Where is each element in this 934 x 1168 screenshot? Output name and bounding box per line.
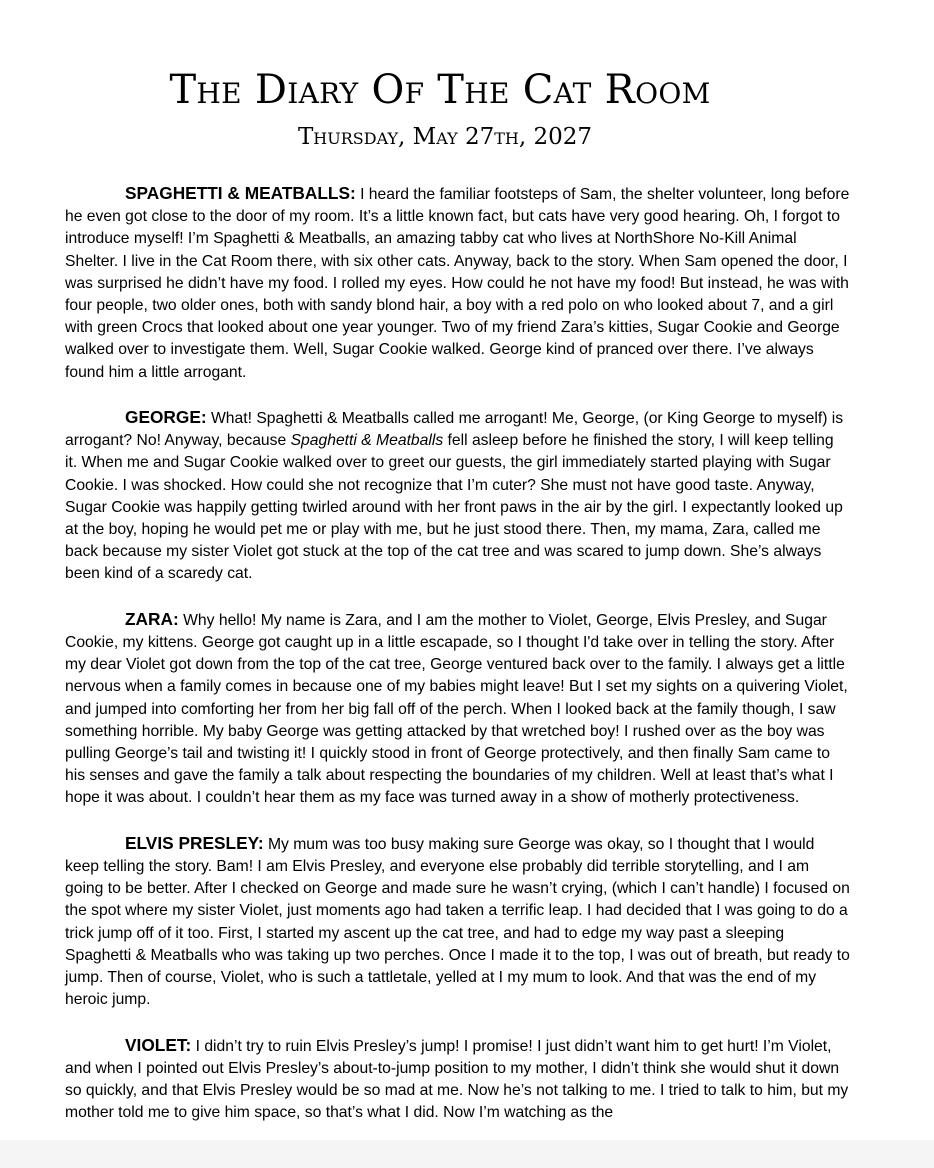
diary-entry: [65, 832, 850, 1012]
entry-text: I didn’t try to ruin Elvis Presley’s jump! I promise! I just didn’t want him to get hurt! I’m Violet, and when I pointed out Elvis Presley’s about-to-jump position to my mother, I didn’t think she would shut it down so quickly, and that Elvis Presley would be so mad at me. Now he’s not talking to me. I tried to talk to him, but my mother told me to give him space, so that’s what I did. Now I’m watching as the: [65, 1037, 849, 1122]
entry-text: What! Spaghetti & Meatballs called me arrogant! Me, George, (or King George to myself) is arrogant? No! Anyway, because: [65, 410, 844, 450]
diary-entry: [65, 406, 850, 586]
speaker-name: ZARA:: [125, 608, 179, 629]
speaker-name: GEORGE:: [125, 407, 207, 428]
diary-entry: [65, 182, 850, 384]
speaker-name: ELVIS PRESLEY:: [125, 832, 264, 853]
speaker-name: SPAGHETTI & MEATBALLS:: [125, 183, 356, 203]
entry-text: My mum was too busy making sure George was okay, so I thought that I would keep telling the story. Bam! I am Elvis Presley, and everyone else probably did terrible storytelling, and I am going to be better. After I checked on George and made sure he wasn’t crying, (which I can’t handle) I focused on the spot where my sister Violet, just moments ago had taken a terrific leap. I had decided that I was going to do a trick jump off of it too. First, I started my ascent up the cat tree, and had to edge my way past a sleeping Spaghetti & Meatballs who was taking up two perches. Once I made it to the top, I was out of breath, but ready to jump. Then of course, Violet, who is such a tattletale, yelled at I my mum to look. And that was the end of my heroic jump.: [65, 835, 850, 1009]
page-bottom-edge: [0, 1140, 934, 1168]
document-title: The Diary Of The Cat Room: [169, 67, 711, 113]
entry-text-italic: Spaghetti & Meatballs: [290, 432, 444, 450]
diary-entry: [65, 1034, 850, 1125]
entry-text: I heard the familiar footsteps of Sam, the shelter volunteer, long before he even got close to the door of my room. It’s a little known fact, but cats have very good hearing. Oh, I forgot to introduce myself! I’m Spaghetti & Meatballs, an amazing tabby cat who lives at NorthShore No-Kill Animal Shelter. I live in the Cat Room there, with six other cats. Anyway, back to the story. When Sam opened the door, I was surprised he didn’t have my food. I rolled my eyes. How could he not have my food! But instead, he was with four people, two older ones, both with sandy blond hair, a boy with a red polo on who looked about 7, and a girl with green Crocs that looked about one year younger. Two of my friend Zara’s kitties, Sugar Cookie and George walked over to investigate them. Well, Sugar Cookie walked. George kind of pranced over there. I’ve always found him a little arrogant.: [65, 186, 850, 381]
document-body: [65, 182, 850, 1140]
document-date: Thursday, May 27th, 2027: [297, 124, 593, 150]
entry-text: Why hello! My name is Zara, and I am the mother to Violet, George, Elvis Presley, and Sugar Cookie, my kittens. George got caught up in a little escapade, so I thought I'd take over in telling the story. After my dear Violet got down from the top of the cat tree, George ventured back over to the family. I always get a little nervous when a family comes in because one of my babies might leave! But I set my sights on a quivering Violet, and jumped into comforting her from her big fall off of the perch. When I looked back at the family though, I saw something horrible. My baby George was getting attacked by that wretched boy! I rushed over as the boy was pulling George’s tail and twisting it! I quickly stood in front of George protectively, and then finally Sam came to his senses and gave the family a talk about respecting the boundaries of my children. Well at least that’s what I hope it was about. I couldn’t hear them as my face was turned away in a show of motherly protectiveness.: [65, 611, 848, 807]
speaker-name: VIOLET:: [125, 1034, 192, 1055]
entry-text: fell asleep before he finished the story, I will keep telling it. When me and Sugar Cookie walked over to greet our guests, the girl immediately started playing with Sugar Cookie. I was shocked. How could she not recognize that I’m cuter? She must not have good taste. Anyway, Sugar Cookie was happily getting twirled around with her front paws in the air by the girl. I expectantly looked up at the boy, hoping he would pet me or play with me, but he just stood there. Then, my mama, Zara, called me back because my sister Violet got stuck at the top of the cat tree and was scared to jump down. She’s always been kind of a scaredy cat.: [65, 432, 843, 583]
diary-entry: [65, 608, 850, 810]
